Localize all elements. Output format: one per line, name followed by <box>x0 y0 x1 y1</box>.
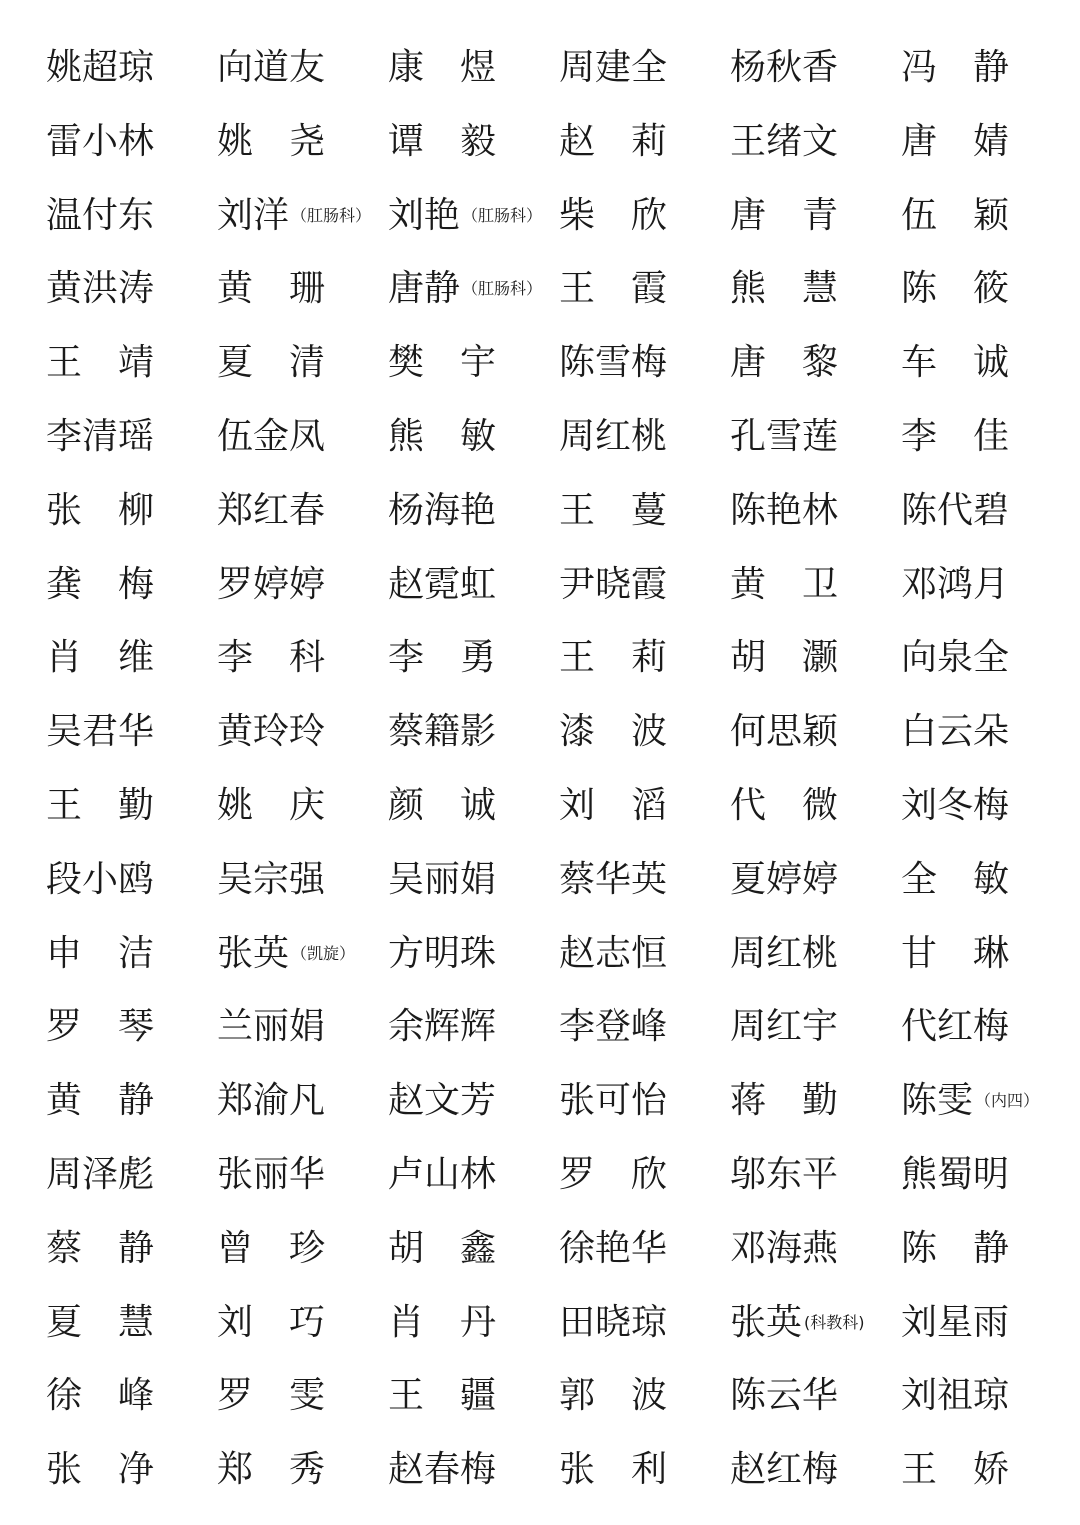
person-name: 代红梅 <box>901 1006 1010 1048</box>
name-entry: 姚 尧 <box>217 120 326 162</box>
person-name: 杨海艳 <box>388 489 497 531</box>
name-entry: 赵 莉 <box>559 120 668 162</box>
name-entry <box>730 702 838 762</box>
person-name: 余辉辉 <box>388 1006 497 1048</box>
name-entry <box>217 702 325 762</box>
name-entry: 陈 筱 <box>901 268 1010 310</box>
name-entry <box>559 924 667 984</box>
name-entry: 郭 波 <box>559 1375 668 1417</box>
name-entry <box>46 259 154 319</box>
person-name: 雷小林 <box>46 120 155 162</box>
name-entry <box>46 38 154 98</box>
person-name: 邬东平 <box>730 1154 839 1195</box>
person-name: 赵红梅 <box>730 1449 839 1491</box>
name-entry: 冯 静 <box>901 47 1010 88</box>
name-entry <box>388 850 496 910</box>
name-entry <box>730 1145 838 1205</box>
name-entry <box>901 628 1009 688</box>
name-entry <box>217 1145 325 1205</box>
name-row <box>0 924 1080 984</box>
name-entry <box>559 407 667 467</box>
name-entry: 张 柳 <box>46 489 155 531</box>
person-name: 张可怡 <box>559 1080 668 1122</box>
person-name: 张英 <box>730 1301 803 1343</box>
person-name: 黄玲玲 <box>217 711 326 753</box>
name-row <box>0 1366 1080 1426</box>
name-entry <box>730 112 838 172</box>
name-row <box>0 481 1080 541</box>
name-row <box>0 776 1080 836</box>
person-name: 姚超琼 <box>46 47 155 88</box>
name-entry <box>901 776 1009 836</box>
name-entry: 李 勇 <box>388 637 497 679</box>
name-entry <box>730 1440 838 1500</box>
name-row <box>0 407 1080 467</box>
person-name: 唐静 <box>388 268 461 310</box>
name-entry: 柴 欣 <box>559 194 668 236</box>
name-entry: 唐 黎 <box>730 342 839 384</box>
person-name: 刘艳 <box>388 194 461 236</box>
person-name: 吴宗强 <box>217 858 326 900</box>
name-entry <box>730 850 838 910</box>
person-name: 温付东 <box>46 194 155 236</box>
person-name: 向道友 <box>217 47 326 88</box>
name-entry <box>559 850 667 910</box>
department-note: （内四） <box>975 1091 1040 1111</box>
name-entry <box>217 555 325 615</box>
person-name: 罗婷婷 <box>217 563 326 605</box>
name-entry <box>388 924 496 984</box>
name-entry: 王 靖 <box>46 342 155 384</box>
person-name: 方明珠 <box>388 932 497 974</box>
name-entry: 王 疆 <box>388 1375 497 1417</box>
name-entry: 蔡 静 <box>46 1227 155 1269</box>
name-entry <box>388 555 496 615</box>
name-row <box>0 1071 1080 1131</box>
name-entry: 夏 清 <box>217 342 326 384</box>
person-name: 周红桃 <box>730 932 839 974</box>
name-row <box>0 555 1080 615</box>
person-name: 邓鸿月 <box>901 563 1010 605</box>
name-entry <box>559 555 667 615</box>
person-name: 吴丽娟 <box>388 858 497 900</box>
name-entry <box>217 481 325 541</box>
person-name: 赵春梅 <box>388 1449 497 1491</box>
person-name: 徐艳华 <box>559 1227 668 1269</box>
person-name: 何思颖 <box>730 711 839 753</box>
name-entry <box>559 997 667 1057</box>
name-entry: 王 霞 <box>559 268 668 310</box>
name-entry <box>46 112 154 172</box>
name-entry <box>730 997 838 1057</box>
name-entry <box>46 186 154 246</box>
name-row <box>0 38 1080 98</box>
name-entry <box>388 1071 496 1131</box>
name-entry: 郑 秀 <box>217 1449 326 1491</box>
name-entry <box>730 1366 838 1426</box>
name-entry: 姚 庆 <box>217 785 326 826</box>
person-name: 陈云华 <box>730 1375 839 1417</box>
name-entry <box>730 38 838 98</box>
name-entry <box>217 924 355 984</box>
person-name: 蔡籍影 <box>388 711 497 753</box>
department-note: （肛肠科） <box>462 205 543 225</box>
name-entry <box>388 1440 496 1500</box>
person-name: 黄洪涛 <box>46 268 155 310</box>
person-name: 孔雪莲 <box>730 416 839 457</box>
name-entry: 唐 青 <box>730 194 839 236</box>
name-entry <box>901 555 1009 615</box>
name-entry: 徐 峰 <box>46 1375 155 1417</box>
department-note: (科教科) <box>804 1312 865 1332</box>
name-entry: 漆 波 <box>559 711 668 753</box>
name-entry <box>46 702 154 762</box>
name-entry <box>217 186 371 246</box>
name-entry: 谭 毅 <box>388 120 497 162</box>
name-entry: 王 勤 <box>46 785 155 826</box>
name-entry: 蒋 勤 <box>730 1080 839 1122</box>
name-entry: 李 佳 <box>901 416 1010 457</box>
person-name: 郑红春 <box>217 489 326 531</box>
person-name: 杨秋香 <box>730 47 839 88</box>
person-name: 刘祖琼 <box>901 1375 1010 1417</box>
name-entry: 代 微 <box>730 785 839 826</box>
name-entry: 黄 静 <box>46 1080 155 1122</box>
name-entry <box>901 997 1009 1057</box>
person-name: 周泽彪 <box>46 1154 155 1195</box>
name-entry <box>388 186 542 246</box>
name-entry <box>901 1071 1039 1131</box>
department-note: （肛肠科） <box>291 205 372 225</box>
name-row <box>0 186 1080 246</box>
person-name: 赵霓虹 <box>388 563 497 605</box>
person-name: 刘星雨 <box>901 1301 1010 1343</box>
name-entry: 熊 慧 <box>730 268 839 310</box>
name-entry <box>388 702 496 762</box>
person-name: 张英 <box>217 932 290 974</box>
name-entry: 曾 珍 <box>217 1227 326 1269</box>
name-entry <box>730 481 838 541</box>
name-entry <box>901 481 1009 541</box>
person-name: 周红宇 <box>730 1006 839 1048</box>
name-row <box>0 702 1080 762</box>
person-name: 赵志恒 <box>559 932 668 974</box>
name-entry: 全 敏 <box>901 858 1010 900</box>
name-entry: 王 蔓 <box>559 489 668 531</box>
name-entry: 黄 珊 <box>217 268 326 310</box>
name-entry <box>217 1071 325 1131</box>
person-name: 陈雪梅 <box>559 342 668 384</box>
person-name: 刘冬梅 <box>901 785 1010 826</box>
person-name: 夏婷婷 <box>730 858 839 900</box>
person-name: 张丽华 <box>217 1154 326 1195</box>
person-name: 王绪文 <box>730 120 839 162</box>
name-row <box>0 1293 1080 1353</box>
department-note: （凯旋） <box>291 943 356 963</box>
name-entry: 龚 梅 <box>46 563 155 605</box>
name-entry: 肖 丹 <box>388 1301 497 1343</box>
person-name: 赵文芳 <box>388 1080 497 1122</box>
name-entry: 罗 琴 <box>46 1006 155 1048</box>
name-entry <box>901 1366 1009 1426</box>
person-name: 李清瑶 <box>46 416 155 457</box>
person-name: 周建全 <box>559 47 668 88</box>
person-name: 吴君华 <box>46 711 155 753</box>
person-name: 熊蜀明 <box>901 1154 1010 1195</box>
name-entry <box>217 38 325 98</box>
name-entry <box>388 1145 496 1205</box>
person-name: 蔡华英 <box>559 858 668 900</box>
name-entry: 肖 维 <box>46 637 155 679</box>
person-name: 白云朵 <box>901 711 1010 753</box>
name-entry <box>730 924 838 984</box>
name-entry: 申 洁 <box>46 932 155 974</box>
person-name: 李登峰 <box>559 1006 668 1048</box>
name-entry: 王 娇 <box>901 1449 1010 1491</box>
name-entry <box>730 1293 865 1353</box>
person-name: 尹晓霞 <box>559 563 668 605</box>
person-name: 陈雯 <box>901 1080 974 1122</box>
name-entry <box>388 997 496 1057</box>
person-name: 卢山林 <box>388 1154 497 1195</box>
person-name: 郑渝凡 <box>217 1080 326 1122</box>
person-name: 伍金凤 <box>217 416 326 457</box>
name-entry: 罗 欣 <box>559 1154 668 1195</box>
person-name: 向泉全 <box>901 637 1010 679</box>
name-row <box>0 112 1080 172</box>
name-entry <box>388 259 542 319</box>
name-row <box>0 850 1080 910</box>
name-entry <box>730 1219 838 1279</box>
name-entry: 刘 滔 <box>559 785 668 826</box>
name-entry: 颜 诚 <box>388 785 497 826</box>
name-entry: 刘 巧 <box>217 1301 326 1343</box>
name-entry <box>559 1071 667 1131</box>
name-entry: 樊 宇 <box>388 342 497 384</box>
name-entry <box>901 1145 1009 1205</box>
name-entry <box>46 1145 154 1205</box>
person-name: 陈代碧 <box>901 489 1010 531</box>
name-entry: 甘 琳 <box>901 932 1010 974</box>
name-entry: 张 利 <box>559 1449 668 1491</box>
department-note: （肛肠科） <box>462 279 543 299</box>
name-entry: 熊 敏 <box>388 416 497 457</box>
person-name: 刘洋 <box>217 194 290 236</box>
name-entry <box>901 1293 1009 1353</box>
name-entry: 黄 卫 <box>730 563 839 605</box>
name-entry: 陈 静 <box>901 1227 1010 1269</box>
name-entry: 夏 慧 <box>46 1301 155 1343</box>
name-entry <box>46 407 154 467</box>
name-entry <box>46 850 154 910</box>
name-entry <box>901 702 1009 762</box>
person-name: 段小鸥 <box>46 858 155 900</box>
name-entry <box>217 407 325 467</box>
name-entry: 唐 婧 <box>901 120 1010 162</box>
name-row <box>0 997 1080 1057</box>
name-entry: 李 科 <box>217 637 326 679</box>
name-entry <box>559 38 667 98</box>
name-entry <box>730 407 838 467</box>
name-row <box>0 628 1080 688</box>
name-entry: 康 煜 <box>388 47 497 88</box>
name-row <box>0 333 1080 393</box>
name-entry: 罗 雯 <box>217 1375 326 1417</box>
name-entry <box>559 333 667 393</box>
name-entry: 王 莉 <box>559 637 668 679</box>
name-entry <box>388 481 496 541</box>
person-name: 田晓琼 <box>559 1301 668 1343</box>
name-entry: 张 净 <box>46 1449 155 1491</box>
person-name: 兰丽娟 <box>217 1006 326 1048</box>
person-name: 周红桃 <box>559 416 668 457</box>
person-name: 邓海燕 <box>730 1227 839 1269</box>
name-entry <box>559 1293 667 1353</box>
name-entry <box>217 850 325 910</box>
name-row <box>0 1219 1080 1279</box>
name-row <box>0 259 1080 319</box>
name-entry: 伍 颖 <box>901 194 1010 236</box>
person-name: 陈艳林 <box>730 489 839 531</box>
name-row <box>0 1440 1080 1500</box>
name-entry <box>559 1219 667 1279</box>
name-entry <box>217 997 325 1057</box>
name-entry: 车 诚 <box>901 342 1010 384</box>
name-entry: 胡 灏 <box>730 637 839 679</box>
name-entry: 胡 鑫 <box>388 1227 497 1269</box>
name-row <box>0 1145 1080 1205</box>
